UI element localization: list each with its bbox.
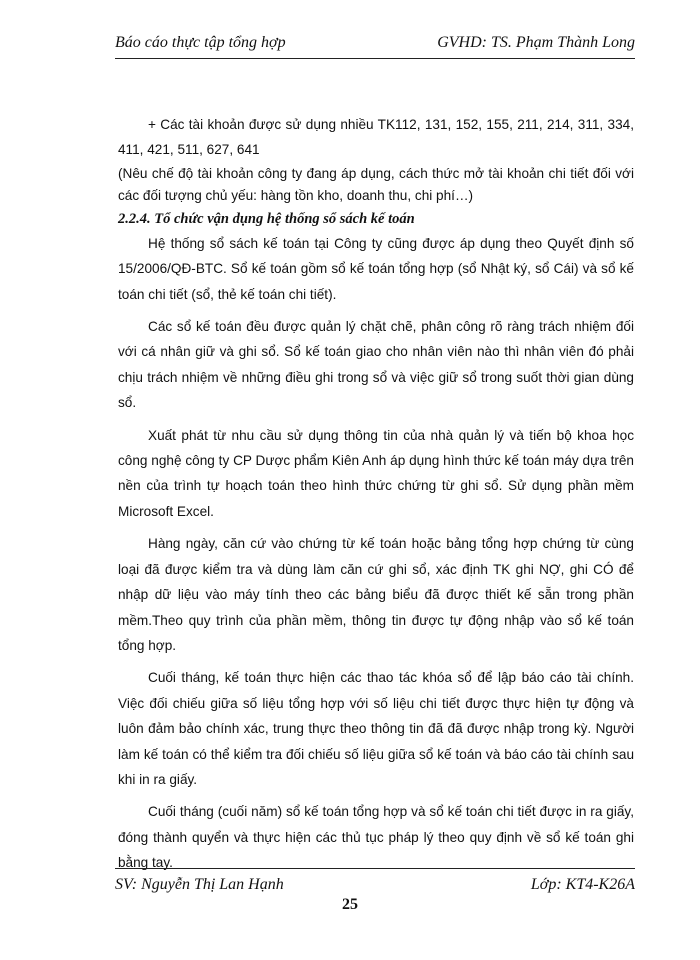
header-divider — [115, 58, 635, 59]
paragraph: Cuối tháng (cuối năm) sổ kế toán tổng hợp và sổ kế toán chi tiết được in ra giấy, đóng thành quyển và thực hiện các thủ tục pháp lý theo quy định về sổ kế toán ghi bằng tay. — [118, 804, 634, 871]
section-heading: 2.2.4. Tổ chức vận dụng hệ thống sổ sách kế toán — [118, 210, 415, 227]
accounts-list: + Các tài khoản được sử dụng nhiều TK112, 131, 152, 155, 211, 214, 311, 334, 411, 421, 511, 627, 641 — [118, 117, 634, 158]
paragraph: Hàng ngày, căn cứ vào chứng từ kế toán hoặc bảng tổng hợp chứng từ cùng loại đã được kiểm tra và dùng làm căn cứ ghi sổ, xác định TK ghi NỢ, ghi CÓ để nhập dữ liệu vào máy tính theo các bảng biểu đã được thiết kế sẵn trong phần mềm.Theo quy trình của phần mềm, thông tin được tự động nhập vào sổ kế toán tổng hợp. — [118, 536, 634, 653]
footer-student-name: SV: Nguyễn Thị Lan Hạnh — [115, 876, 284, 893]
footer-class: Lớp: KT4-K26A — [530, 876, 635, 893]
paragraph: Cuối tháng, kế toán thực hiện các thao tác khóa sổ để lập báo cáo tài chính. Việc đối chiếu giữa số liệu tổng hợp với số liệu chi tiết được thực hiện tự động và luôn đảm bảo chính xác, trung thực theo thông tin đã đã được nhập trong kỳ. Người làm kế toán có thể kiểm tra đối chiếu số liệu giữa sổ kế toán và báo cáo tài chính sau khi in ra giấy. — [118, 670, 634, 787]
page-number: 25 — [342, 896, 358, 913]
paragraph: Xuất phát từ nhu cầu sử dụng thông tin của nhà quản lý và tiến bộ khoa học công nghệ công ty CP Dược phẩm Kiên Anh áp dụng hình thức kế toán máy dựa trên nền của trình tự hoạch toán theo hình thức chứng từ ghi sổ. Sử dụng phần mềm Microsoft Excel. — [118, 427, 634, 519]
page-header — [115, 30, 635, 52]
page-footer — [115, 872, 635, 894]
header-report-title: Báo cáo thực tập tổng hợp — [115, 34, 286, 51]
paragraph: Hệ thống sổ sách kế toán tại Công ty cũng được áp dụng theo Quyết định số 15/2006/QĐ-BTC. Sổ kế toán gồm sổ kế toán tổng hợp (sổ Nhật ký, sổ Cái) và sổ kế toán chi tiết (sổ, thẻ kế toán chi tiết). — [118, 235, 634, 302]
footer-divider — [115, 868, 635, 869]
page-body — [118, 112, 634, 876]
instruction-note: (Nêu chế độ tài khoản công ty đang áp dụng, cách thức mở tài khoản chi tiết đối với các đối tượng chủ yếu: hàng tồn kho, doanh thu, chi phí…) — [118, 165, 634, 203]
header-supervisor: GVHD: TS. Phạm Thành Long — [437, 34, 635, 51]
paragraph: Các sổ kế toán đều được quản lý chặt chẽ, phân công rõ ràng trách nhiệm đối với cá nhân giữ và ghi sổ. Sổ kế toán giao cho nhân viên nào thì nhân viên đó phải chịu trách nhiệm về những điều ghi trong sổ và việc giữ sổ trong suốt thời gian dùng sổ. — [118, 319, 634, 411]
